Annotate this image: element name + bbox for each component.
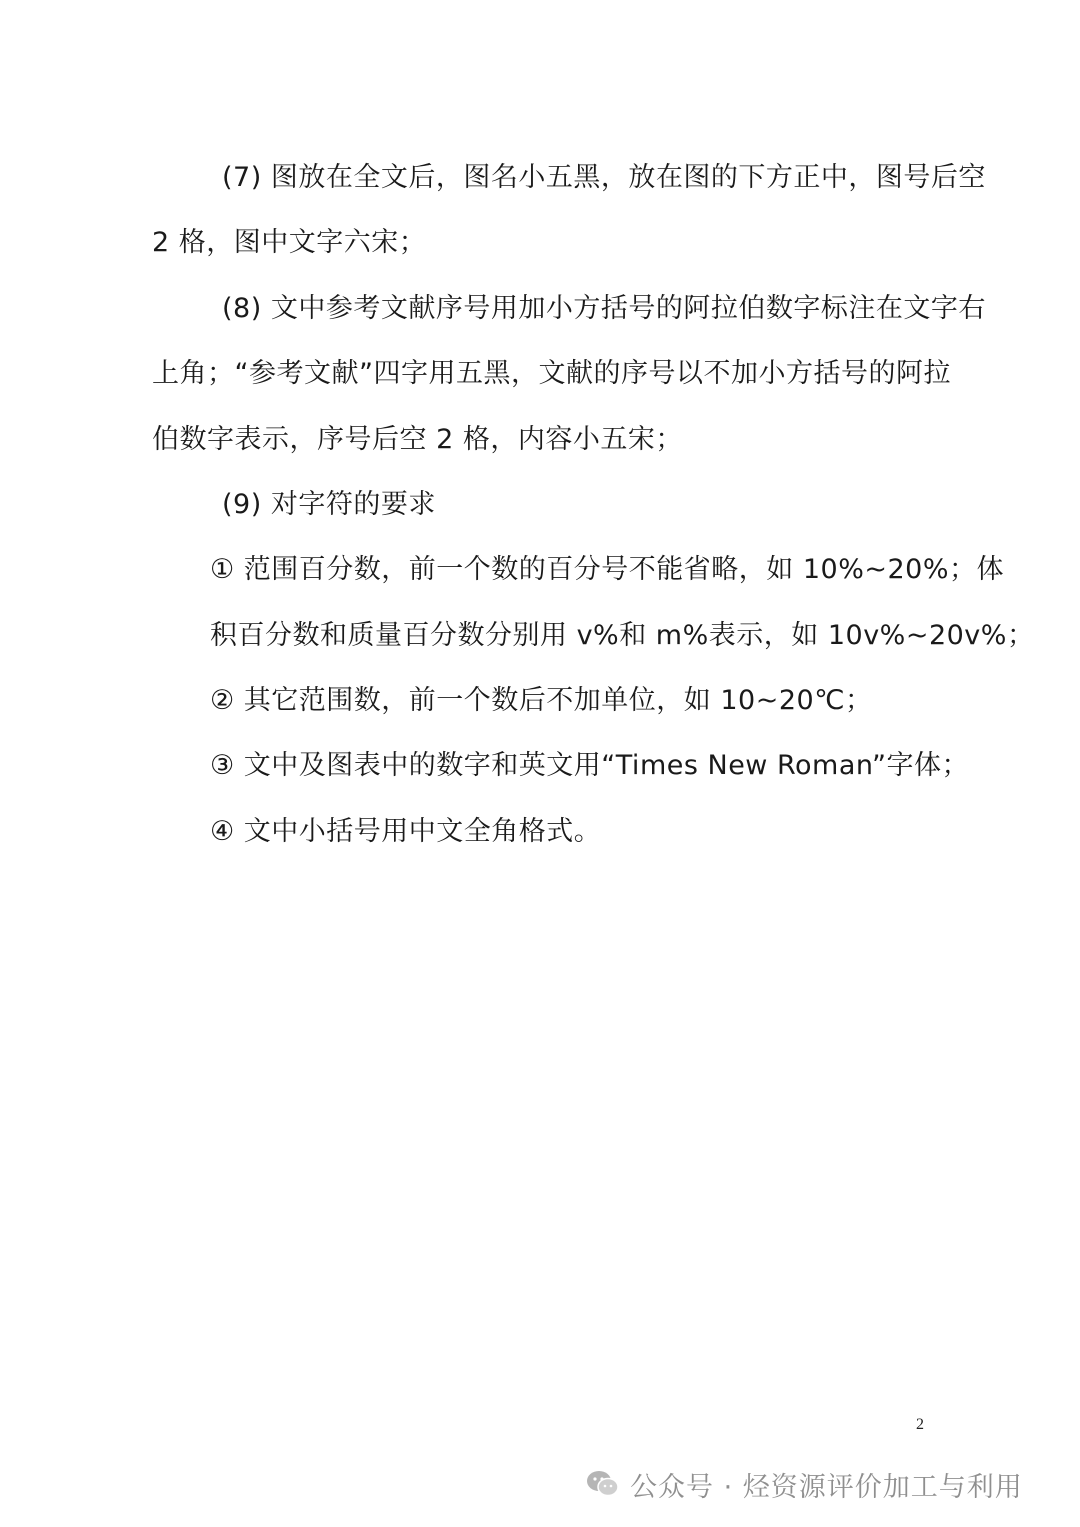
paragraph-line: (9) 对字符的要求	[222, 489, 436, 520]
wechat-icon	[586, 1469, 620, 1499]
paragraph-line: 积百分数和质量百分数分别用 v%和 m%表示，如 10v%~20v%；	[210, 620, 1035, 651]
paragraph-line: 上角；“参考文献”四字用五黑，文献的序号以不加小方括号的阿拉	[152, 358, 951, 389]
watermark	[586, 1464, 1023, 1504]
paragraph-line: (7) 图放在全文后，图名小五黑，放在图的下方正中，图号后空	[222, 162, 986, 193]
paragraph-line: ④ 文中小括号用中文全角格式。	[210, 816, 602, 847]
watermark-text: 公众号 · 烃资源评价加工与利用	[630, 1471, 1023, 1503]
paragraph-line: 2 格，图中文字六宋；	[152, 227, 427, 258]
paragraph-line: ② 其它范围数，前一个数后不加单位，如 10~20℃；	[210, 685, 873, 716]
paragraph-line: (8) 文中参考文献序号用加小方括号的阿拉伯数字标注在文字右	[222, 293, 986, 324]
paragraph-line: 伯数字表示，序号后空 2 格，内容小五宋；	[152, 424, 683, 455]
paragraph-line: ③ 文中及图表中的数字和英文用“Times New Roman”字体；	[210, 750, 970, 781]
paragraph-line: ① 范围百分数，前一个数的百分号不能省略，如 10%~20%；体	[210, 554, 1005, 585]
page-number: 2	[916, 1416, 924, 1433]
